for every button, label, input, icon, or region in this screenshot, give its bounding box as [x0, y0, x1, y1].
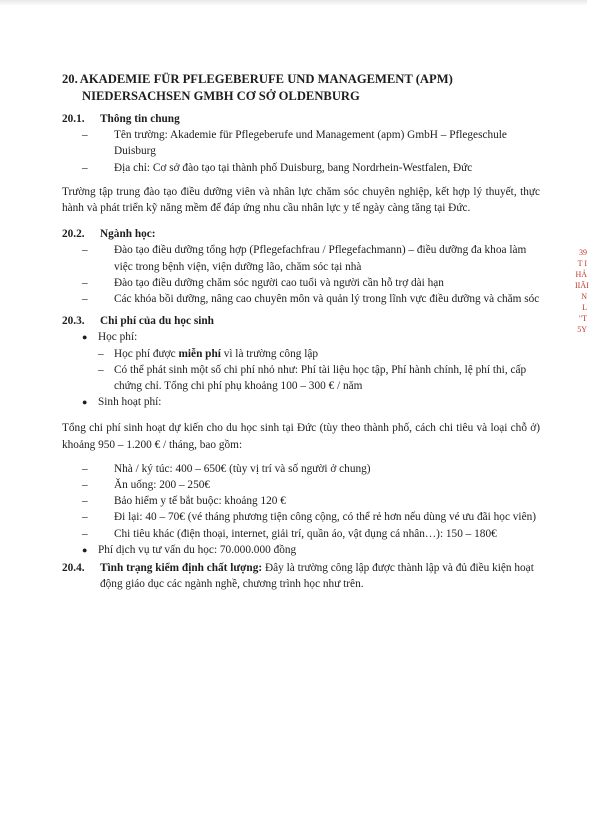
sub-item: – Học phí được miễn phí vì là trường công lập	[98, 347, 318, 360]
subsection-heading-majors	[62, 226, 540, 242]
section-title	[62, 71, 540, 105]
list-item: – Các khóa bồi dưỡng, nâng cao chuyên môn và quản lý trong lĩnh vực điều dưỡng và chăm sóc	[82, 293, 540, 306]
bullet-item: ● Sinh hoạt phí:	[82, 396, 162, 409]
bullet-item: ● Học phí:	[82, 331, 138, 344]
subsection-title: Tình trạng kiểm định chất lượng:	[100, 562, 263, 575]
sub-item: – Có thể phát sinh một số chi phí nhỏ như: Phí tài liệu học tập, Phí hành chính, lệ phí thi, cấp chứng chỉ. Tổng chi phí phụ khoảng 100 – 300 € / năm	[98, 363, 527, 393]
subsection-number: 20.2.	[62, 228, 85, 241]
section-title-line1: AKADEMIE FÜR PFLEGEBERUFE UND MANAGEMENT (APM)	[79, 72, 453, 86]
page-edge-marks	[575, 247, 587, 377]
list-item: – Bảo hiểm y tế bắt buộc: khoảng 120 €	[82, 495, 286, 508]
list-item: – Đào tạo điều dưỡng tổng hợp (Pflegefachfrau / Pflegefachmann) – điều dưỡng đa khoa làm việc trong bệnh viện, viện dưỡng lão, chăm sóc tại nhà	[82, 244, 527, 273]
subsection-number: 20.4.	[62, 562, 85, 575]
scan-shadow	[0, 0, 587, 6]
edge-mark: HẢ	[575, 270, 587, 279]
subsection-number: 20.1.	[62, 113, 85, 125]
list-item: – Ăn uống: 200 – 250€	[82, 479, 211, 492]
section-title-line2: NIEDERSACHSEN GMBH CƠ SỞ OLDENBURG	[82, 89, 360, 103]
list-item: – Đi lại: 40 – 70€ (vé tháng phương tiện công cộng, có thể rẻ hơn nếu dùng vé ưu đãi học viên)	[82, 511, 536, 524]
document-body	[62, 71, 540, 592]
subsection-accreditation	[62, 560, 540, 592]
list-item: – Chi tiêu khác (điện thoại, internet, giải trí, quần áo, vật dụng cá nhân…): 150 – 180€	[82, 527, 497, 540]
subsection-title: Ngành học:	[100, 228, 156, 241]
living-paragraph: Tổng chi phí sinh hoạt dự kiến cho du học sinh tại Đức (tùy theo thành phố, cách chi tiêu và loại chỗ ở) khoảng 950 – 1.200 € / tháng, bao gồm:	[62, 422, 540, 451]
subsection-number: 20.3.	[62, 315, 85, 328]
edge-mark: IIÃI	[575, 281, 589, 290]
edge-mark: 39	[579, 248, 587, 257]
accreditation-text: Đây là trường công lập được thành lập và đủ điều kiện hoạt động giáo dục các ngành nghề, chương trình học như trên.	[100, 562, 534, 591]
general-paragraph: Trường tập trung đào tạo điều dưỡng viên và nhân lực chăm sóc chuyên nghiệp, kết hợp lý thuyết, thực hành và phát triển kỹ năng mềm để đáp ứng nhu cầu nhân lực y tế ngày càng tăng tại Đức.	[62, 185, 540, 215]
edge-mark: 5Y	[577, 325, 587, 334]
edge-mark: T I	[577, 259, 587, 268]
list-item: – Đào tạo điều dưỡng chăm sóc người cao tuổi và người cần hỗ trợ dài hạn	[82, 276, 444, 289]
subsection-heading-general	[62, 111, 540, 127]
edge-mark: "T	[578, 314, 587, 323]
edge-mark: N L	[581, 292, 587, 312]
subsection-title: Thông tin chung	[100, 113, 180, 125]
subsection-heading-costs	[62, 313, 540, 329]
list-item: – Nhà / ký túc: 400 – 650€ (tùy vị trí và số người ở chung)	[82, 462, 371, 475]
list-item: – Tên trường: Akademie für Pflegeberufe und Management (apm) GmbH – Pflegeschule Duisburg	[82, 129, 507, 158]
list-item: – Địa chỉ: Cơ sở đào tạo tại thành phố Duisburg, bang Nordrhein-Westfalen, Đức	[82, 161, 473, 174]
bullet-item: ● Phí dịch vụ tư vấn du học: 70.000.000 đồng	[82, 543, 297, 556]
subsection-title: Chi phí của du học sinh	[100, 315, 214, 328]
section-number: 20.	[62, 72, 78, 86]
